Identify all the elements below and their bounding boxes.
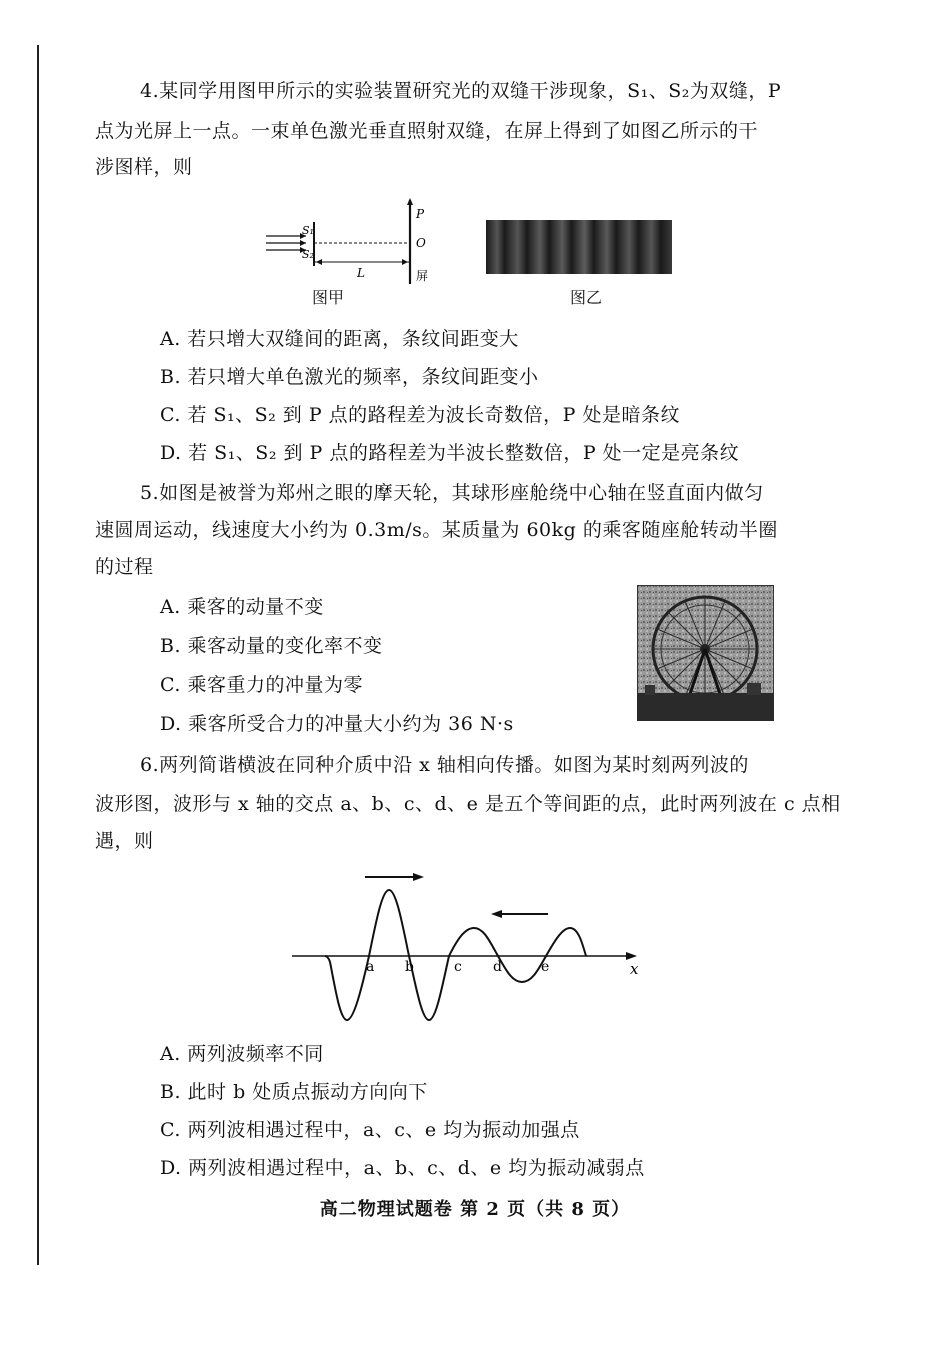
page-footer: 高二物理试题卷 第 2 页（共 8 页）	[319, 1199, 631, 1220]
q6-option-c: C. 两列波相遇过程中，a、c、e 均为振动加强点	[160, 1119, 580, 1141]
slit-s2-label: S₂	[302, 248, 314, 261]
point-a-label: a	[366, 959, 375, 975]
q4-option-a: A. 若只增大双缝间的距离，条纹间距变大	[160, 328, 519, 350]
right-wave-curve	[449, 928, 586, 982]
q4-stem-line-2: 点为光屏上一点。一束单色激光垂直照射双缝，在屏上得到了如图乙所示的干	[95, 120, 759, 142]
point-e-label: e	[541, 959, 550, 975]
figure-jia-caption: 图甲	[312, 288, 345, 307]
q5-option-a: A. 乘客的动量不变	[160, 596, 324, 618]
q4-option-b: B. 若只增大单色激光的频率，条纹间距变小	[160, 366, 539, 388]
point-p-label: P	[416, 207, 425, 221]
point-d-label: d	[493, 959, 502, 975]
point-c-label: c	[454, 959, 462, 975]
point-o-label: O	[416, 236, 426, 250]
q5-option-c: C. 乘客重力的冲量为零	[160, 674, 363, 696]
q6-stem-line-2: 波形图，波形与 x 轴的交点 a、b、c、d、e 是五个等间距的点，此时两列波在 c 点相	[95, 793, 841, 815]
q5-stem-line-2: 速圆周运动，线速度大小约为 0.3m/s。某质量为 60kg 的乘客随座舱转动半圈	[95, 519, 778, 541]
q5-stem-line-3: 的过程	[95, 556, 154, 578]
q4-option-c: C. 若 S₁、S₂ 到 P 点的路程差为波长奇数倍，P 处是暗条纹	[160, 404, 680, 426]
ferris-wheel-photo	[637, 585, 774, 721]
point-b-label: b	[405, 959, 414, 975]
q4-stem-line-1: 4.某同学用图甲所示的实验装置研究光的双缝干涉现象，S₁、S₂为双缝，P	[140, 80, 782, 102]
margin-line	[37, 45, 39, 1265]
q5-option-d: D. 乘客所受合力的冲量大小约为 36 N·s	[160, 713, 514, 735]
x-axis-label: x	[630, 960, 639, 978]
screen-label: 屏	[416, 269, 429, 283]
q4-option-d: D. 若 S₁、S₂ 到 P 点的路程差为半波长整数倍，P 处一定是亮条纹	[160, 442, 740, 464]
wave-diagram	[290, 862, 650, 1032]
left-wave-curve	[325, 890, 449, 1020]
q6-option-d: D. 两列波相遇过程中，a、b、c、d、e 均为振动减弱点	[160, 1157, 645, 1179]
q6-stem-line-1: 6.两列简谐横波在同种介质中沿 x 轴相向传播。如图为某时刻两列波的	[140, 754, 749, 776]
q5-stem-line-1: 5.如图是被誉为郑州之眼的摩天轮，其球形座舱绕中心轴在竖直面内做匀	[140, 482, 764, 504]
double-slit-apparatus-diagram	[262, 196, 452, 286]
interference-pattern-image	[486, 220, 672, 274]
q5-option-b: B. 乘客动量的变化率不变	[160, 635, 383, 657]
q6-stem-line-3: 遇，则	[95, 830, 154, 852]
figure-yi-caption: 图乙	[570, 288, 603, 307]
q6-option-a: A. 两列波频率不同	[160, 1043, 324, 1065]
slit-s1-label: S₁	[302, 224, 314, 237]
q4-stem-line-3: 涉图样，则	[95, 156, 193, 178]
q6-option-b: B. 此时 b 处质点振动方向向下	[160, 1081, 428, 1103]
distance-l-label: L	[357, 266, 365, 280]
